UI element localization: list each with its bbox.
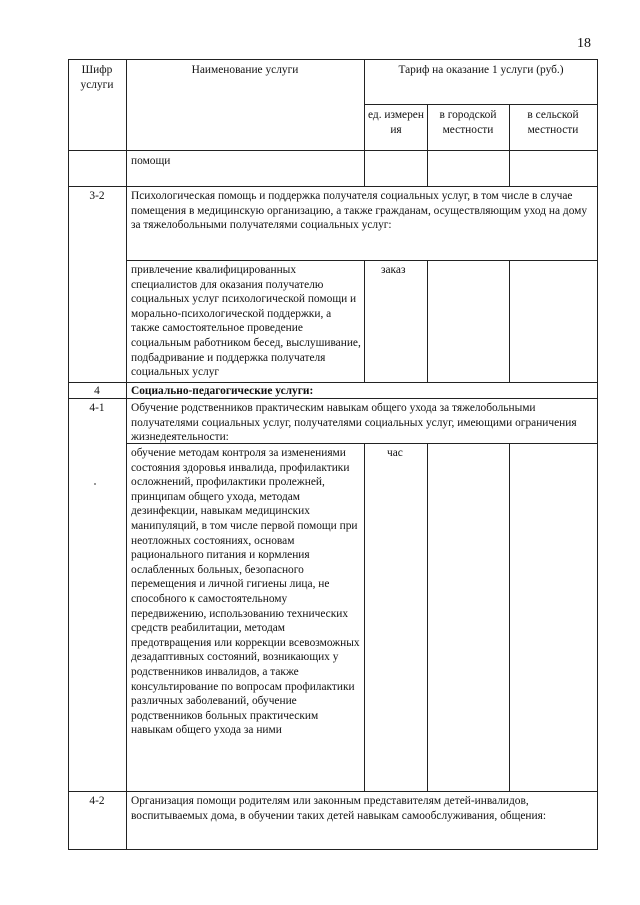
tariff-header-divider	[364, 104, 598, 105]
row-title-4-2: Организация помощи родителям или законным представителям детей-инвалидов, воспитываемых дома, в обучении таких детей навыкам самообслуживания, общения:	[131, 795, 547, 822]
page-number: 18	[577, 36, 591, 51]
table-border-left	[68, 59, 69, 850]
row-title-4-1: Обучение родственников практическим навыкам общего ухода за тяжелобольными получателями социальных услуг, получателями социальных услуг, имеющими ограничения жизнедеятельности:	[131, 402, 577, 444]
name-column-divider	[364, 59, 365, 186]
header-bottom-line	[68, 150, 598, 151]
row-code-3-2: 3-2	[89, 190, 105, 202]
header-city: в городской местности	[439, 109, 497, 136]
city-column-divider	[509, 443, 510, 791]
name-column-divider	[364, 443, 365, 791]
table-border-right	[597, 59, 598, 850]
name-column-divider	[364, 260, 365, 382]
row-divider	[126, 260, 598, 261]
row-divider	[68, 791, 598, 792]
continuation-text: помощи	[131, 155, 171, 167]
row-title-3-2: Психологическая помощь и поддержка получателя социальных услуг, в том числе в случае помещения в медицинскую организацию, а также гражданам, осуществляющим уход на дому за тяжелобольными получателями социальных услуг:	[131, 190, 588, 232]
city-column-divider	[509, 104, 510, 186]
city-column-divider	[509, 260, 510, 382]
unit-column-divider	[427, 260, 428, 382]
row-description-3-2: привлечение квалифицированных специалистов для оказания получателю социальных услуг психологической помощи и морально-психологической поддержки, а также самостоятельное проведение социальным работником бесед, выслушивание, подбадривание и поддержка получателя социальных услуг	[131, 264, 361, 379]
row-divider	[68, 186, 598, 187]
row-unit-4-1: час	[387, 447, 403, 459]
header-code: Шифр услуги	[80, 64, 114, 91]
header-rural: в сельской местности	[527, 109, 579, 136]
code-column-divider	[126, 59, 127, 850]
row-code-4-1: 4-1	[89, 402, 105, 414]
header-tariff: Тариф на оказание 1 услуги (руб.)	[398, 64, 564, 76]
scan-speck	[94, 483, 96, 485]
row-divider	[68, 382, 598, 383]
row-code-4: 4	[94, 385, 100, 397]
table-border-bottom	[68, 849, 598, 850]
row-description-4-1: обучение методам контроля за изменениями состояния здоровья инвалида, профилактики осложнений, профилактики пролежней, принципам общего ухода, методам дезинфекции, навыкам медицинских манипуляций, в том числе первой помощи при неотложных состояниях, основам рационального питания и кормления ослабленных больных, безопасного перемещения и личной гигиены лица, не способного к самостоятельному передвижению, использованию технических средств реабилитации, методам предотвращения или коррекции всевозможных дезадаптивных состояний, возникающих у родственников инвалидов, а также консультирование по вопросам профилактики различных заболеваний, обучение родственников больных практическим навыкам общего ухода за ними	[131, 447, 360, 737]
header-service-name: Наименование услуги	[191, 64, 299, 76]
table-border-top	[68, 59, 598, 60]
row-title-4: Социально-педагогические услуги:	[131, 385, 314, 397]
unit-column-divider	[427, 104, 428, 186]
header-unit: ед. измерения	[368, 109, 424, 136]
unit-column-divider	[427, 443, 428, 791]
row-unit-3-2: заказ	[381, 264, 406, 276]
row-code-4-2: 4-2	[89, 795, 105, 807]
